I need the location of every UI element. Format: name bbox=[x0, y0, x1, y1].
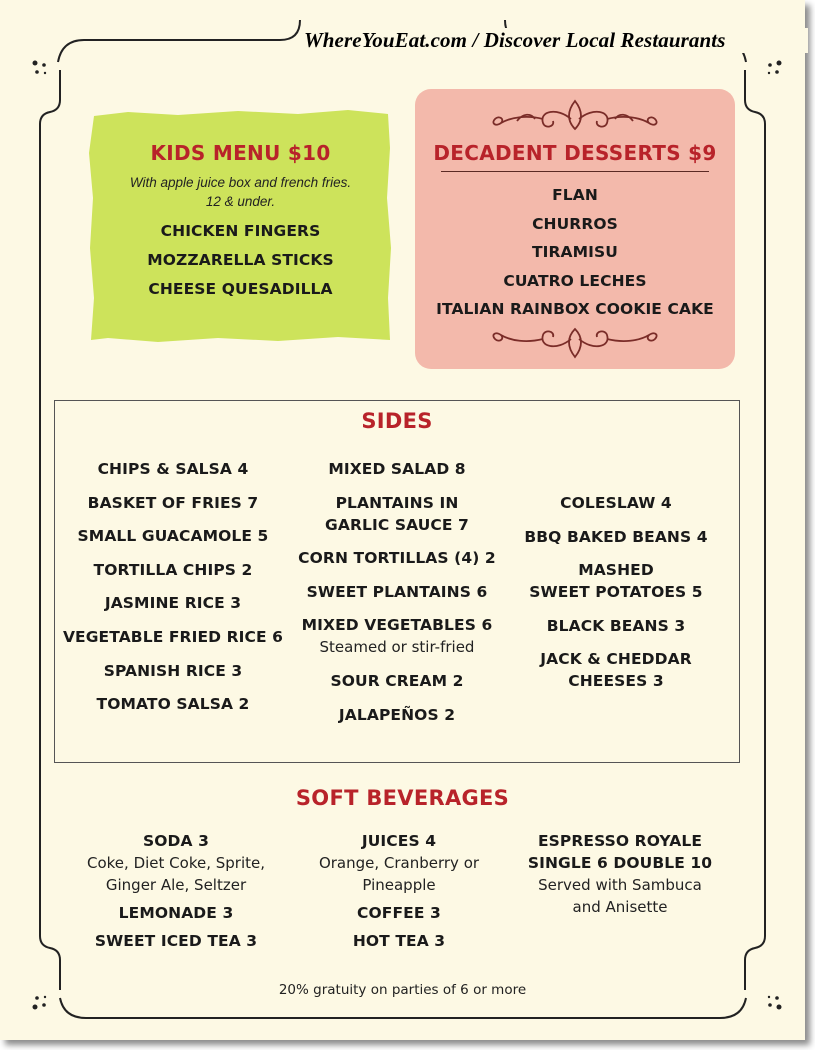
dessert-item: FLAN bbox=[552, 186, 598, 204]
flourish-top-icon bbox=[487, 97, 663, 133]
side-item: TORTILLA CHIPS 2 bbox=[93, 560, 253, 579]
kids-subtitle-line: 12 & under. bbox=[205, 194, 276, 209]
side-item-line2: GARLIC SAUCE 7 bbox=[325, 515, 469, 534]
side-item: VEGETABLE FRIED RICE 6 bbox=[62, 627, 284, 646]
beverages-column-2 bbox=[292, 830, 506, 952]
side-item: SPANISH RICE 3 bbox=[103, 661, 243, 680]
sides-column-3 bbox=[503, 492, 729, 704]
beverages-column-3 bbox=[506, 830, 734, 918]
side-item: JASMINE RICE 3 bbox=[104, 594, 242, 613]
side-item: MASHED bbox=[578, 561, 654, 580]
beverage-note: and Anisette bbox=[572, 898, 668, 916]
beverage-note: Pineapple bbox=[362, 876, 436, 894]
side-item: TOMATO SALSA 2 bbox=[96, 695, 250, 714]
beverage-item: HOT TEA 3 bbox=[352, 932, 446, 950]
dessert-item: CHURROS bbox=[532, 214, 618, 233]
beverage-note: Coke, Diet Coke, Sprite, bbox=[87, 854, 265, 872]
flourish-bottom-icon bbox=[487, 325, 663, 361]
kids-subtitle-line: With apple juice box and french fries. bbox=[129, 175, 352, 190]
side-item: COLESLAW 4 bbox=[560, 494, 672, 512]
side-item: SOUR CREAM 2 bbox=[330, 671, 464, 690]
beverage-note: Ginger Ale, Seltzer bbox=[105, 876, 247, 894]
beverage-item: SODA 3 bbox=[143, 832, 209, 850]
corner-ornament-icon bbox=[30, 58, 52, 80]
beverage-note: Served with Sambuca bbox=[538, 876, 702, 894]
beverages-column-1 bbox=[60, 830, 292, 952]
sides-panel bbox=[54, 400, 740, 763]
side-item: BASKET OF FRIES 7 bbox=[87, 493, 259, 512]
kids-menu-panel bbox=[88, 108, 393, 343]
side-item-line2: CHEESES 3 bbox=[568, 672, 664, 691]
side-item: CHIPS & SALSA 4 bbox=[97, 460, 249, 478]
desserts-list bbox=[415, 181, 735, 324]
dessert-item: ITALIAN RAINBOX COOKIE CAKE bbox=[436, 300, 714, 319]
side-item-line2: SWEET POTATOES 5 bbox=[529, 583, 703, 602]
kids-item: CHEESE QUESADILLA bbox=[148, 280, 333, 298]
side-item: MIXED VEGETABLES 6 bbox=[301, 616, 493, 635]
side-item: SMALL GUACAMOLE 5 bbox=[77, 527, 269, 546]
side-item-note: Steamed or stir-fried bbox=[319, 638, 475, 657]
kids-item: MOZZARELLA STICKS bbox=[147, 251, 334, 269]
side-item: PLANTAINS IN bbox=[335, 493, 459, 512]
side-item: BBQ BAKED BEANS 4 bbox=[524, 527, 708, 546]
kids-item: CHICKEN FINGERS bbox=[160, 222, 321, 240]
side-item: JALAPEÑOS 2 bbox=[338, 705, 456, 724]
beverage-item: ESPRESSO ROYALE bbox=[537, 832, 703, 850]
sides-title: SIDES bbox=[361, 409, 433, 433]
desserts-divider bbox=[441, 171, 709, 172]
beverage-item: COFFEE 3 bbox=[357, 904, 441, 922]
sides-column-2 bbox=[291, 458, 503, 737]
beverage-item: SWEET ICED TEA 3 bbox=[94, 932, 258, 950]
kids-menu-title: KIDS MENU $10 bbox=[150, 141, 331, 165]
kids-menu-list bbox=[88, 217, 393, 304]
beverage-note: Orange, Cranberry or bbox=[318, 854, 480, 872]
beverage-item: LEMONADE 3 bbox=[118, 904, 234, 922]
corner-ornament-icon bbox=[762, 58, 784, 80]
gratuity-note: 20% gratuity on parties of 6 or more bbox=[278, 982, 527, 998]
side-item: MIXED SALAD 8 bbox=[328, 460, 466, 478]
beverages-title: SOFT BEVERAGES bbox=[295, 786, 510, 810]
kids-menu-subtitle bbox=[88, 173, 393, 211]
beverage-price: SINGLE 6 DOUBLE 10 bbox=[527, 854, 713, 872]
beverage-item: JUICES 4 bbox=[361, 832, 437, 850]
sides-column-1 bbox=[55, 458, 291, 727]
desserts-panel bbox=[415, 89, 735, 369]
side-item: JACK & CHEDDAR bbox=[540, 650, 692, 669]
side-item: CORN TORTILLAS (4) 2 bbox=[298, 549, 496, 568]
site-header: WhereYouEat.com / Discover Local Restaurants bbox=[300, 28, 808, 53]
dessert-item: TIRAMISU bbox=[531, 243, 618, 262]
dessert-item: CUATRO LECHES bbox=[503, 271, 647, 290]
side-item: BLACK BEANS 3 bbox=[546, 616, 686, 635]
desserts-title: DECADENT DESSERTS $9 bbox=[433, 141, 717, 165]
side-item: SWEET PLANTAINS 6 bbox=[306, 582, 488, 601]
